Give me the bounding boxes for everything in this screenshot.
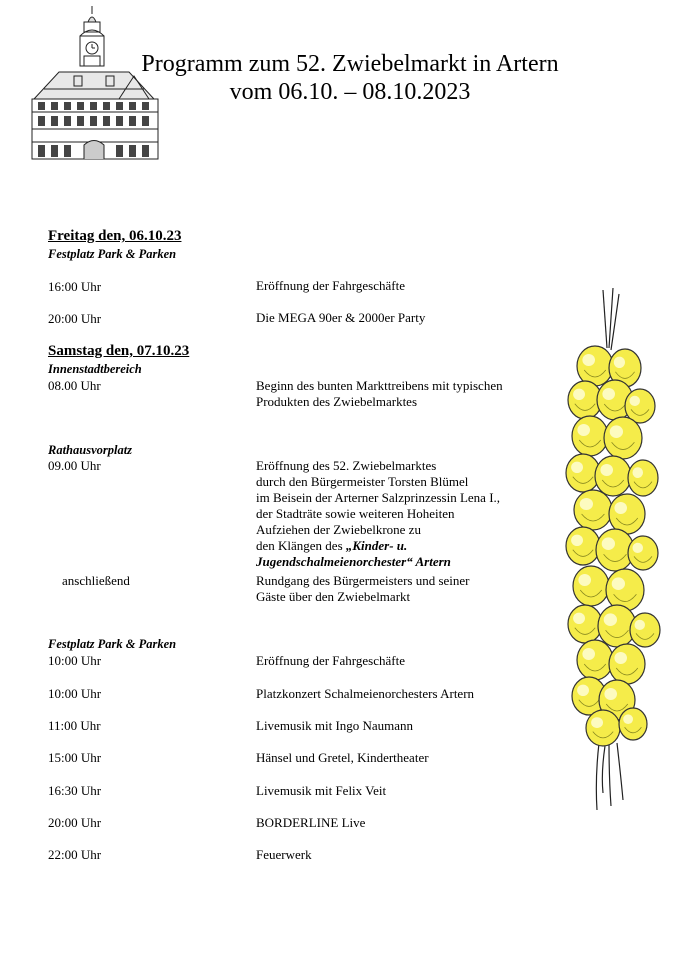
saturday-venue-innenstadt: Innenstadtbereich: [48, 362, 142, 376]
onion-icon: [609, 494, 645, 534]
event-text: Hänsel und Gretel, Kindertheater: [256, 750, 429, 765]
onion-highlight: [571, 462, 583, 473]
onion-icon: [577, 640, 613, 680]
event-time: anschließend: [62, 573, 130, 588]
onion-highlight: [614, 502, 627, 514]
event-time: 08.00 Uhr: [48, 378, 101, 393]
onion-highlight: [614, 357, 625, 368]
onion-icon: [574, 490, 612, 530]
onion-icon: [630, 613, 660, 647]
onion-highlight: [630, 396, 641, 406]
onion-icon: [573, 566, 609, 606]
event-text: BORDERLINE Live: [256, 815, 366, 830]
onion-icon: [586, 710, 620, 746]
onion-highlight: [604, 613, 617, 626]
onion-highlight: [578, 574, 591, 586]
onion-highlight: [580, 498, 593, 510]
event-text: Die MEGA 90er & 2000er Party: [256, 310, 426, 325]
friday-venue: Festplatz Park & Parken: [48, 247, 177, 261]
onion-icon: [606, 569, 644, 611]
onion-icon: [595, 456, 631, 496]
page-title: [115, 50, 585, 106]
onion-highlight: [602, 537, 615, 550]
event-time: 10:00 Uhr: [48, 686, 102, 701]
onion-highlight: [582, 648, 595, 660]
event-time: 11:00 Uhr: [48, 718, 101, 733]
onion-icon: [604, 417, 642, 459]
event-text: Eröffnung der Fahrgeschäfte: [256, 653, 405, 668]
friday-heading: Freitag den, 06.10.23: [48, 228, 182, 244]
event-text: Livemusik mit Felix Veit: [256, 783, 387, 798]
onion-icon: [609, 644, 645, 684]
onion-highlight: [582, 354, 595, 366]
event-text: Platzkonzert Schalmeienorchesters Artern: [256, 686, 475, 701]
event-text: Feuerwerk: [256, 847, 312, 862]
onion-icon: [619, 708, 647, 740]
onion-highlight: [571, 535, 583, 546]
onion-highlight: [604, 688, 617, 700]
saturday-venue-festplatz: Festplatz Park & Parken: [48, 637, 177, 651]
event-time: 16:30 Uhr: [48, 783, 102, 798]
onion-highlight: [614, 652, 627, 664]
onion-icon: [568, 605, 602, 643]
event-time: 16:00 Uhr: [48, 279, 102, 294]
onion-highlight: [573, 613, 585, 624]
onion-highlight: [612, 577, 625, 590]
title-line-1: Programm zum 52. Zwiebelmarkt in Artern: [141, 51, 559, 77]
onion-braid-icon: [555, 288, 670, 813]
onion-highlight: [633, 543, 644, 553]
title-line-2: vom 06.10. – 08.10.2023: [229, 79, 471, 105]
event-time: 15:00 Uhr: [48, 750, 102, 765]
onion-highlight: [577, 424, 590, 436]
event-time: 10:00 Uhr: [48, 653, 102, 668]
onion-icon: [566, 527, 600, 565]
onion-icon: [577, 346, 613, 386]
onion-icon: [572, 416, 608, 456]
onion-highlight: [623, 714, 633, 724]
event-time: 20:00 Uhr: [48, 311, 102, 326]
onion-highlight: [573, 389, 585, 400]
onion-icon: [628, 536, 658, 570]
onion-highlight: [633, 467, 644, 478]
onion-icon: [628, 460, 658, 496]
event-time: 20:00 Uhr: [48, 815, 102, 830]
event-text: Rundgang des Bürgermeisters und seiner Gäste über den Zwiebelmarkt: [256, 573, 470, 604]
onion-highlight: [635, 620, 646, 630]
event-text: Eröffnung der Fahrgeschäfte: [256, 278, 405, 293]
event-text: Eröffnung des 52. Zwiebelmarktes durch den Bürgermeister Torsten Blümel im Beisein der Arterner Salzprinzessin Lena I., der Stadträte sowie weiteren Hoheiten Aufziehen der Zwiebelkrone zu den Klängen des „Kinder- u. Jugendschalmeienorchester“ Artern: [256, 458, 501, 569]
onion-highlight: [591, 717, 603, 728]
saturday-heading: Samstag den, 07.10.23: [48, 343, 190, 359]
onion-highlight: [610, 425, 623, 438]
onion-highlight: [600, 464, 613, 476]
event-time: 09.00 Uhr: [48, 458, 101, 473]
saturday-venue-rathaus: Rathausvorplatz: [48, 443, 133, 457]
onion-highlight: [577, 685, 589, 696]
event-text: Beginn des bunten Markttreibens mit typischen Produkten des Zwiebelmarktes: [256, 378, 503, 409]
event-time: 22:00 Uhr: [48, 847, 102, 862]
onion-highlight: [602, 388, 615, 400]
event-text: Livemusik mit Ingo Naumann: [256, 718, 414, 733]
